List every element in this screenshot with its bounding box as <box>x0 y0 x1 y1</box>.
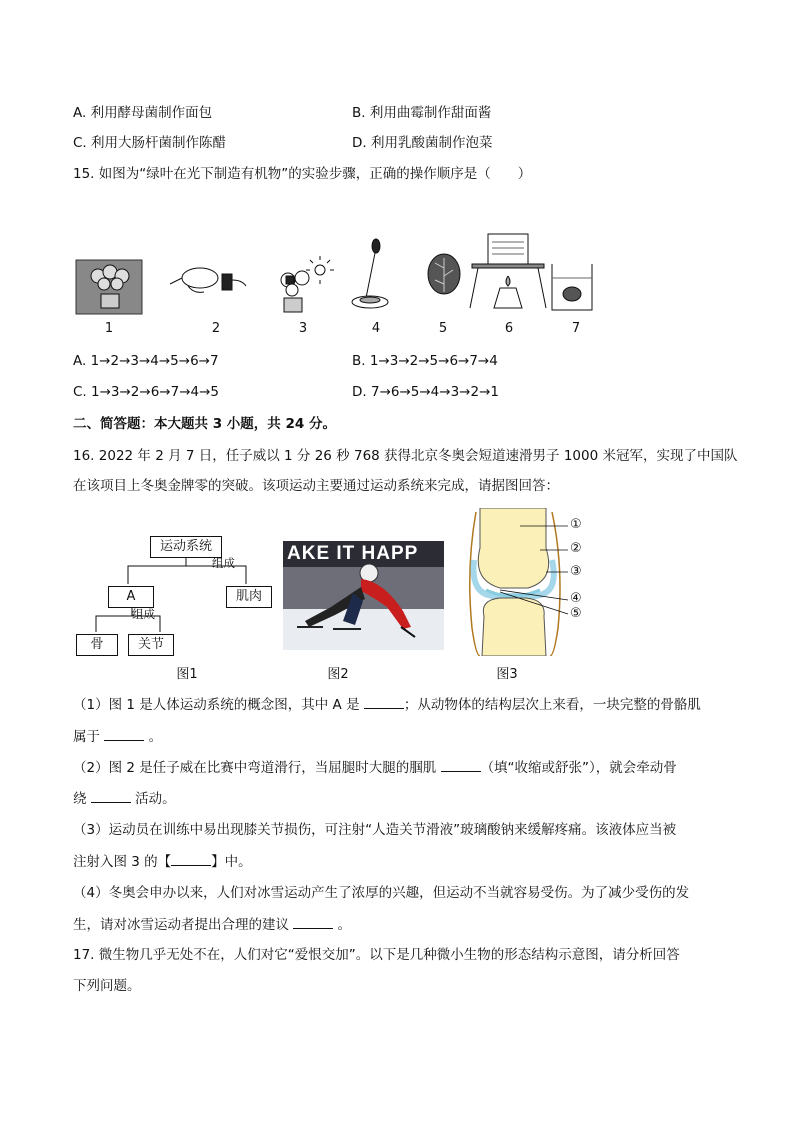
fig1-concept-map <box>74 536 274 660</box>
concept-a-box: A <box>108 586 154 608</box>
q15-option-d: D. 7→6→5→4→3→2→1 <box>352 384 499 400</box>
q16-sub3-text-b: 注射入图 3 的【 <box>73 854 172 870</box>
q16-sub3-line2 <box>73 851 252 872</box>
q15-option-c: C. 1→3→2→6→7→4→5 <box>73 384 220 400</box>
q15-stem: 15. 如图为“绿叶在光下制造有机物”的实验步骤，正确的操作顺序是（ ） <box>73 166 532 182</box>
concept-muscle-box: 肌肉 <box>226 586 272 608</box>
step4-dropper-dish-image <box>352 239 388 308</box>
skater-figure <box>283 541 444 650</box>
section2-title: 二、简答题：本大题共 3 小题，共 24 分。 <box>73 416 336 432</box>
q16-sub4-line1: （4）冬奥会申办以来，人们对冰雪运动产生了浓厚的兴趣，但运动不当就容易受伤。为了减少受伤的发 <box>73 885 690 901</box>
step-label-4: 4 <box>371 321 381 336</box>
q16-sub2-text-c: 绕 <box>73 791 87 807</box>
step5-leaf-image <box>428 254 460 294</box>
fig3-label-1: ① <box>570 517 582 532</box>
q16-sub1-text-b: ；从动物体的结构层次上来看，一块完整的骨骼肌 <box>403 697 701 713</box>
q14-option-b: B. 利用曲霉制作甜面酱 <box>352 105 492 121</box>
fig2-skater-photo <box>283 541 444 650</box>
fig2-caption: 图2 <box>327 667 349 682</box>
fig1-caption: 图1 <box>176 667 198 682</box>
q16-sub2-line2 <box>73 788 176 809</box>
concept-bone-box: 骨 <box>76 634 118 656</box>
q16-sub1-blank-1[interactable] <box>364 694 404 709</box>
q16-sub3-text-c: 】中。 <box>211 854 252 870</box>
q16-sub4-text-b: 生，请对冰雪运动者提出合理的建议 <box>73 917 289 933</box>
fig3-label-2: ② <box>570 541 582 556</box>
q15-option-a: A. 1→2→3→4→5→6→7 <box>73 353 219 369</box>
step2-cover-leaf-image <box>170 268 246 292</box>
fig2-banner-text: AKE IT HAPP <box>287 543 419 564</box>
fig3-label-3: ③ <box>570 564 582 579</box>
step3-sunlight-plant-image <box>281 256 334 312</box>
step7-beaker-leaf-image <box>552 264 592 310</box>
q16-sub3-blank[interactable] <box>171 851 211 866</box>
q16-sub2-text-a: （2）图 2 是任子威在比赛中弯道滑行，当屈腿时大腿的腘肌 <box>73 760 437 776</box>
concept-compose-label-2: 组成 <box>132 607 155 621</box>
q16-sub2-text-b: （填“收缩或舒张”），就会牵动骨 <box>480 760 677 776</box>
q16-sub4-blank[interactable] <box>293 914 333 929</box>
concept-joint-box: 关节 <box>128 634 174 656</box>
fig3-caption: 图3 <box>496 667 518 682</box>
q16-sub2-line1 <box>73 757 677 778</box>
q14-option-a: A. 利用酵母菌制作面包 <box>73 105 213 121</box>
q16-sub1-text-c: 属于 <box>73 729 100 745</box>
q17-stem-line1: 17. 微生物几乎无处不在，人们对它“爱恨交加”。以下是几种微小生物的形态结构示意图，请分析回答 <box>73 947 680 963</box>
q16-sub1-blank-2[interactable] <box>104 726 144 741</box>
q16-sub1-line2 <box>73 726 162 747</box>
q17-stem-line2: 下列问题。 <box>73 978 141 994</box>
q16-sub4-line2 <box>73 914 351 935</box>
q16-sub3-line1: （3）运动员在训练中易出现膝关节损伤，可注射“人造关节滑液”玻璃酸钠来缓解疼痛。该液体应当被 <box>73 822 677 838</box>
step6-heating-beaker-image <box>470 234 546 308</box>
q16-sub2-text-d: 活动。 <box>135 791 176 807</box>
concept-root-box: 运动系统 <box>150 536 222 558</box>
q16-stem-line1: 16. 2022 年 2 月 7 日，任子威以 1 分 26 秒 768 获得北京冬奥会短道速滑男子 1000 米冠军，实现了中国队 <box>73 448 738 464</box>
step-label-6: 6 <box>504 321 514 336</box>
step-label-2: 2 <box>211 321 221 336</box>
q15-option-b: B. 1→3→2→5→6→7→4 <box>352 353 498 369</box>
q15-experiment-figure <box>70 228 610 318</box>
q16-stem-line2: 在该项目上冬奥金牌零的突破。该项运动主要通过运动系统来完成，请据图回答： <box>73 478 559 494</box>
q16-sub2-blank-2[interactable] <box>91 788 131 803</box>
step1-dark-plant-image <box>76 260 142 314</box>
concept-compose-label-1: 组成 <box>212 556 235 570</box>
step-label-5: 5 <box>438 321 448 336</box>
q16-sub2-blank-1[interactable] <box>441 757 481 772</box>
step-label-3: 3 <box>298 321 308 336</box>
step-label-1: 1 <box>104 321 114 336</box>
q14-option-d: D. 利用乳酸菌制作泡菜 <box>352 135 493 151</box>
q16-sub1-text-a: （1）图 1 是人体运动系统的概念图，其中 A 是 <box>73 697 360 713</box>
fig3-label-4: ④ <box>570 591 582 606</box>
q16-sub1-line1 <box>73 694 701 715</box>
step-label-7: 7 <box>571 321 581 336</box>
q16-sub1-text-d: 。 <box>148 729 163 745</box>
fig3-label-5: ⑤ <box>570 606 582 621</box>
q14-option-c: C. 利用大肠杆菌制作陈醋 <box>73 135 227 151</box>
q16-sub4-text-c: 。 <box>337 917 352 933</box>
